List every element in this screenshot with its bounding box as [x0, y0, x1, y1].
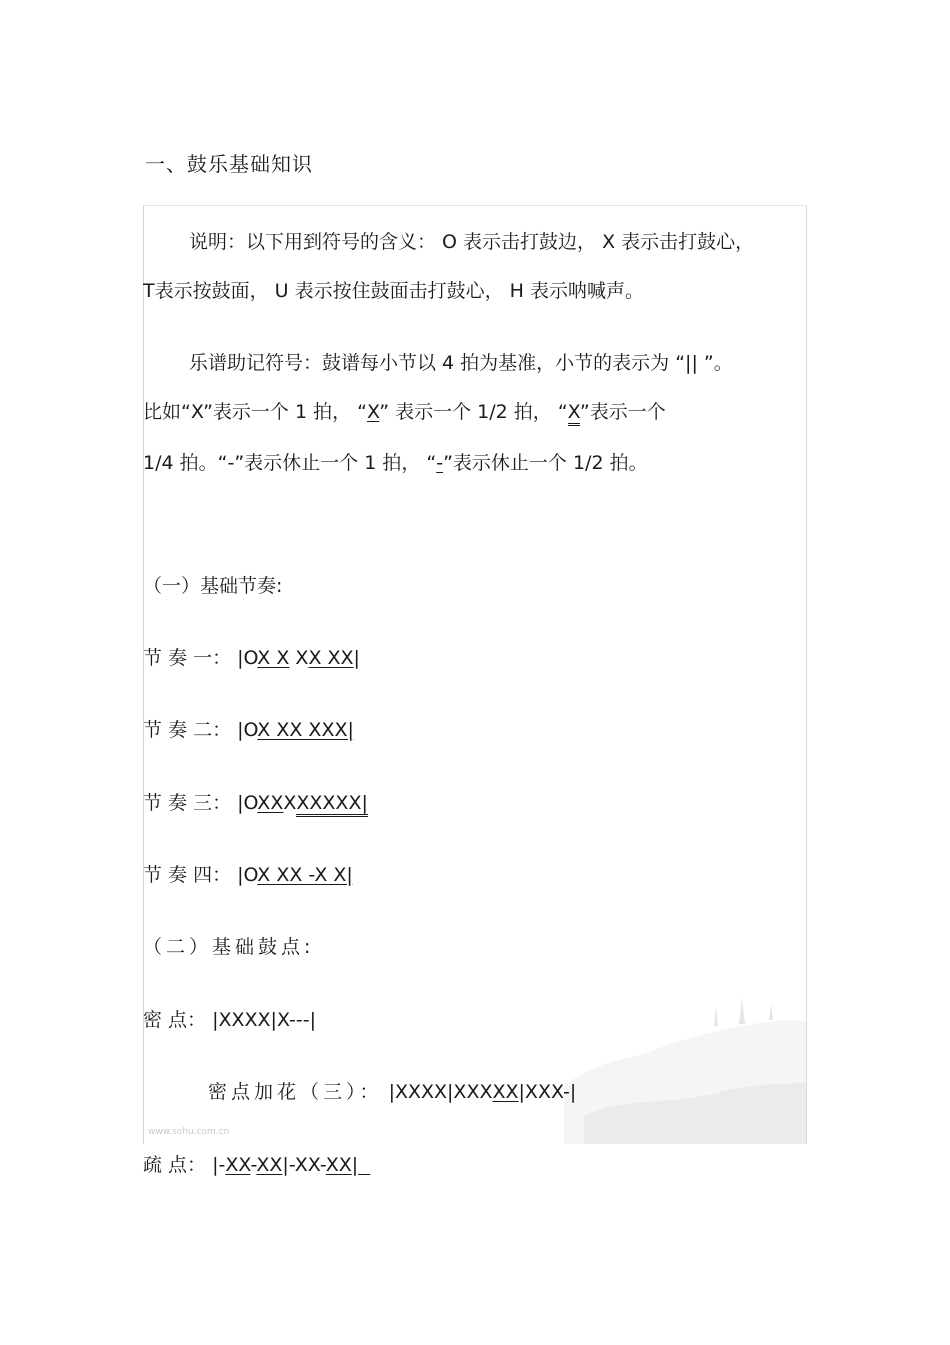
notation-text: 比如“X”表示一个 1 拍， “	[143, 401, 367, 423]
rhythm-notes: |O	[237, 647, 258, 669]
drum-point-notes: |-XX-	[282, 1154, 326, 1176]
rhythm-4	[143, 860, 353, 887]
rhythm-notes: X	[289, 647, 309, 669]
notation-line-2	[143, 397, 666, 424]
drum-point-notes: |XXX-|	[518, 1081, 577, 1103]
rhythm-notes: X XX -X X|	[257, 864, 353, 886]
sparse-point	[143, 1150, 370, 1177]
rhythm-label: 节 奏 四：	[143, 864, 232, 886]
drum-point-label: 密点加花（三）：	[208, 1081, 383, 1103]
drum-point-notes: -	[250, 1154, 257, 1176]
drum-point-notes: XX	[325, 1154, 352, 1176]
notation-text: ” 表示一个 1/2 拍， “	[379, 401, 568, 423]
drum-point-notes: |-	[212, 1154, 226, 1176]
quarter-beat-symbol: X	[568, 401, 580, 426]
rhythms-title: （一）基础节奏:	[143, 575, 283, 597]
rhythm-notes: |O	[237, 719, 258, 741]
half-beat-symbol: X	[366, 401, 380, 423]
rhythm-label: 节 奏 二：	[143, 719, 232, 741]
rhythm-notes: |O	[237, 792, 258, 814]
rhythm-label: 节 奏 三：	[143, 792, 232, 814]
legend-line-2: T表示按鼓面， U 表示按住鼓面击打鼓心， H 表示呐喊声。	[143, 280, 644, 302]
drum-point-label: 密 点：	[143, 1009, 207, 1031]
rhythm-notes: |	[353, 647, 360, 669]
rhythm-2	[143, 715, 354, 742]
half-rest-symbol: -	[436, 452, 444, 474]
rhythm-notes: X	[283, 792, 297, 814]
rhythm-notes: XX	[257, 792, 284, 814]
section-title: 一、鼓乐基础知识	[145, 152, 313, 176]
rhythm-3	[143, 788, 368, 815]
rhythm-1	[143, 643, 360, 670]
rhythm-label: 节 奏 一：	[143, 647, 232, 669]
landscape-watermark-image	[564, 966, 807, 1144]
notation-text: ”表示休止一个 1/2 拍。	[443, 452, 648, 474]
notation-line-1: 乐谱助记符号：鼓谱每小节以 4 拍为基准，小节的表示为 “|| ”。	[189, 352, 733, 374]
drum-point-notes: XX	[225, 1154, 251, 1176]
drum-point-notes: |XXXX|X---|	[212, 1009, 316, 1031]
rhythm-notes: X XX XXX|	[257, 719, 354, 741]
rhythm-notes: XXXXX|	[296, 792, 367, 817]
drum-point-notes: XX	[256, 1154, 283, 1176]
drum-point-notes	[358, 1154, 370, 1176]
rhythm-notes: X XX	[308, 647, 354, 669]
notation-text: 1/4 拍。“-”表示休止一个 1 拍， “	[143, 452, 437, 474]
drum-point-notes: |XXXX|XXX	[388, 1081, 493, 1103]
rhythm-notes: X X	[257, 647, 290, 669]
dense-flower-point	[208, 1077, 576, 1104]
legend-line-1: 说明：以下用到符号的含义： O 表示击打鼓边， X 表示击打鼓心，	[189, 231, 755, 253]
dense-point	[143, 1005, 316, 1032]
watermark-text: www.sohu.com.cn	[148, 1127, 230, 1137]
notation-line-3	[143, 448, 648, 475]
rhythm-notes: |O	[237, 864, 258, 886]
notation-text: ”表示一个	[579, 401, 666, 423]
drum-points-title: （二）基础鼓点:	[143, 936, 315, 958]
content-panel	[143, 205, 807, 1144]
drum-point-notes: |	[351, 1154, 359, 1176]
drum-point-label: 疏 点：	[143, 1154, 207, 1176]
drum-point-notes: XX	[492, 1081, 519, 1103]
